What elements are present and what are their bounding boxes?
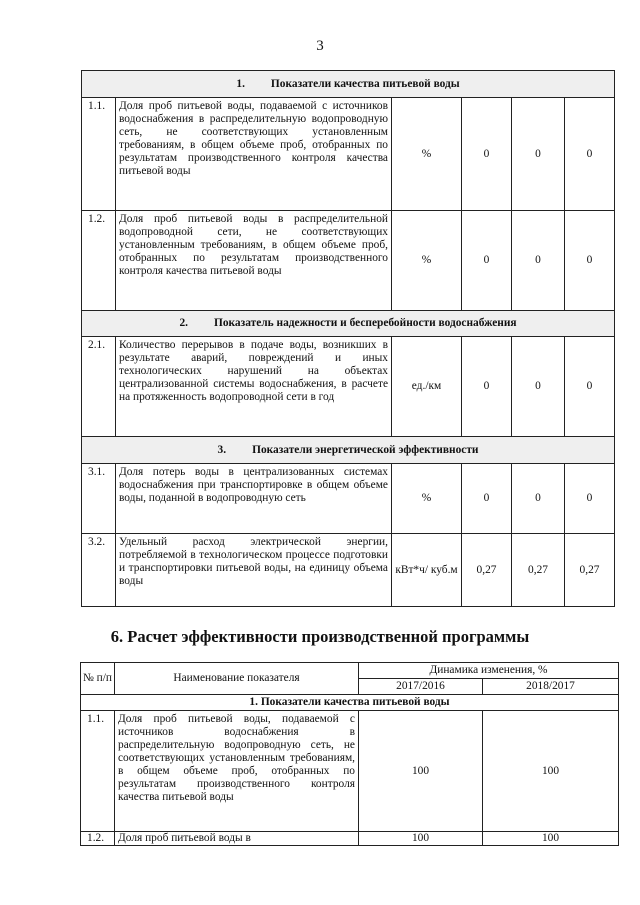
page-number: 3	[316, 38, 324, 54]
header-year: 2018/2017	[483, 679, 619, 695]
row-value: 0,27	[512, 534, 565, 607]
row-unit: %	[392, 98, 462, 211]
section-number: 2.	[179, 317, 188, 329]
table-row	[82, 337, 615, 437]
section-row	[81, 695, 619, 711]
row-unit: %	[392, 211, 462, 311]
section-title: Показатели энергетической эффективности	[252, 443, 479, 456]
section-row	[82, 311, 615, 337]
row-value: 0	[462, 337, 512, 437]
table-row	[81, 832, 619, 846]
row-value: 0	[565, 337, 615, 437]
efficiency-table	[80, 662, 619, 846]
row-value: 0,27	[565, 534, 615, 607]
table-row	[82, 98, 615, 211]
row-value: 0	[512, 337, 565, 437]
row-number: 3.2.	[82, 534, 116, 607]
row-description: Доля проб питьевой воды в распределительной водопроводной сети, не соответствующих установленным требованиям, в общем объеме проб, отобранных по результатам производственного контроля качества питьевой воды	[116, 211, 392, 311]
section-number: 1.	[236, 77, 245, 90]
section-row	[82, 71, 615, 98]
header-dynamics: Динамика изменения, %	[359, 663, 619, 679]
row-value: 0	[462, 211, 512, 311]
row-number: 1.1.	[81, 711, 115, 832]
row-value: 0	[512, 98, 565, 211]
section-title: 1. Показатели качества питьевой воды	[81, 695, 619, 711]
row-description: Количество перерывов в подаче воды, возникших в результате аварий, повреждений и иных технологических нарушений на объектах централизованной системы водоснабжения, в расчете на протяженность водопроводной сети в год	[116, 337, 392, 437]
row-value: 0	[462, 98, 512, 211]
table-row	[81, 711, 619, 832]
header-num: № п/п	[81, 663, 115, 695]
table-row	[82, 211, 615, 311]
row-unit: ед./км	[392, 337, 462, 437]
section-title: Показатели качества питьевой воды	[270, 77, 460, 90]
row-value: 100	[359, 832, 483, 846]
row-description: Удельный расход электрической энергии, потребляемой в технологическом процессе подготовки и транспортировки питьевой воды, на единицу объема воды	[116, 534, 392, 607]
table-row	[82, 464, 615, 534]
row-number: 3.1.	[82, 464, 116, 534]
row-description: Доля проб питьевой воды в	[115, 832, 359, 846]
header-row	[81, 663, 619, 679]
section-row	[82, 437, 615, 464]
row-number: 2.1.	[82, 337, 116, 437]
table-row	[82, 534, 615, 607]
row-value: 0	[512, 211, 565, 311]
row-value: 100	[359, 711, 483, 832]
row-description: Доля проб питьевой воды, подаваемой с источников водоснабжения в распределительную водопроводную сеть, не соответствующих установленным требованиям, в общем объеме проб, отобранных по результатам производственного контроля качества питьевой воды	[116, 98, 392, 211]
section-title: Показатель надежности и бесперебойности водоснабжения	[213, 317, 517, 329]
row-unit: кВт*ч/ куб.м	[392, 534, 462, 607]
row-unit: %	[392, 464, 462, 534]
section-6-title: 6. Расчет эффективности производственной программы	[110, 627, 530, 646]
row-value: 0	[462, 464, 512, 534]
indicators-table	[81, 70, 615, 607]
row-value: 100	[483, 832, 619, 846]
row-value: 0,27	[462, 534, 512, 607]
row-value: 0	[565, 211, 615, 311]
row-value: 0	[565, 464, 615, 534]
row-description: Доля потерь воды в централизованных системах водоснабжения при транспортировке в общем объеме воды, поданной в водопроводную сеть	[116, 464, 392, 534]
section-number: 3.	[217, 443, 227, 456]
row-value: 0	[512, 464, 565, 534]
header-name: Наименование показателя	[115, 663, 359, 695]
row-description: Доля проб питьевой воды, подаваемой с источников водоснабжения в распределительную водопроводную сеть, не соответствующих установленным требованиям, в общем объеме проб, отобранных по результатам производственного контроля качества питьевой воды	[115, 711, 359, 832]
row-value: 0	[565, 98, 615, 211]
row-number: 1.2.	[82, 211, 116, 311]
row-number: 1.2.	[81, 832, 115, 846]
header-year: 2017/2016	[359, 679, 483, 695]
row-number: 1.1.	[82, 98, 116, 211]
row-value: 100	[483, 711, 619, 832]
